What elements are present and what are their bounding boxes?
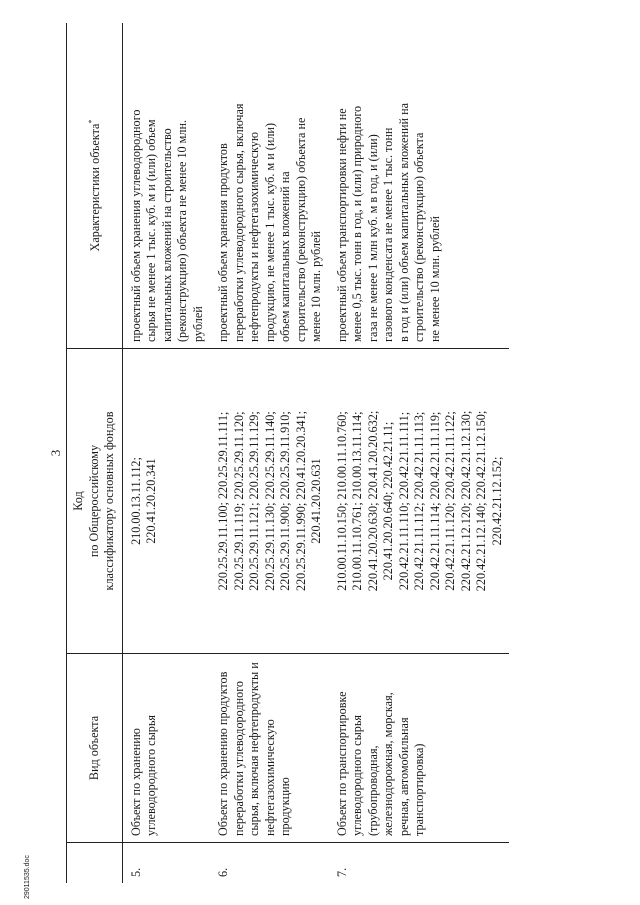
okof-code-line: 220.42.21.11.114; 220.42.21.11.119; [427,411,442,591]
object-type-line: углеводородного сырья [350,714,364,836]
characteristics-cell [329,23,510,349]
okof-code-cell [329,349,510,654]
okof-code-cell [210,349,329,654]
okof-code-line: 220.41.20.20.640; 220.42.21.11; [381,421,395,581]
okof-code-cell [122,349,210,654]
table-row [122,23,210,883]
characteristics-line: проектный объем хранения углеводородного [128,109,143,342]
characteristics-cell [210,23,329,349]
okof-code-line: 210.00.11.10.150; 210.00.11.10.760; [334,411,349,591]
okof-code-line: 220.41.20.20.341 [144,458,158,544]
characteristics-line: рублей [190,306,205,342]
characteristics-line: менее 0,5 тыс. тонн в год, и (или) природного [350,105,364,342]
characteristics-line: проектный объем хранения продуктов [216,143,230,342]
header-code-line: классификатору основных фондов [102,411,116,591]
okof-code-line: 220.42.21.12.140; 220.42.21.12.150; [474,410,488,592]
header-number-cell [67,843,123,884]
object-type-line: Объект по хранению продуктов [216,671,230,836]
characteristics-line: проектный объем транспортировки нефти не [334,108,349,342]
okof-code-line: 220.42.21.11.110; 220.42.21.11.111; [396,411,411,591]
characteristics-line: в год и (или) объем капитальных вложений на [396,103,411,342]
characteristics-line: объем капитальных вложений на [278,171,292,342]
header-code-line: по Общероссийскому [86,444,101,558]
page-number: 3 [48,449,63,457]
row-number: 6. [216,867,230,877]
header-characteristics-text: Характеристики объекта [88,123,103,252]
characteristics-line: капитальных вложений на строительство [159,128,174,342]
object-type-cell [210,654,329,843]
object-type-line: продукцию [278,777,292,836]
characteristics-line: сырья не менее 1 тыс. куб. м и (или) объем [144,119,158,342]
characteristics-line: переработки углеводородного сырья, включая [231,103,246,342]
object-type-cell [329,654,510,843]
header-okof-code [67,349,123,654]
characteristics-line: менее 10 млн. рублей [309,231,323,342]
object-type-line: переработки углеводородного [231,680,246,836]
okof-code-line: 220.42.21.12.152; [489,456,504,546]
object-type-line: железнодорожная, морская, [381,692,395,836]
object-type-cell [122,654,210,843]
characteristics-line: нефтепродукты и нефтегазохимическую [247,132,261,342]
object-type-line: углеводородного сырья [144,714,158,836]
rotated-page [48,23,570,883]
header-characteristics [67,23,123,349]
okof-code-line: 210.00.11.10.761; 210.00.13.11.114; [350,411,364,591]
row-number: 7. [334,867,349,877]
object-type-line: Объект по хранению [128,728,143,836]
characteristics-line: газа не менее 1 млн куб. м в год, и (или) [365,134,380,342]
footnote-mark: * [87,119,97,124]
okof-code-line: 220.41.20.20.630; 220.41.20.20.632; [365,410,380,592]
table-header-row [67,23,123,883]
okof-code-line: 220.25.29.11.130; 220.25.29.11.140; [262,411,277,591]
okof-code-line: 220.25.29.11.100; 220.25.29.11.111; [216,411,230,591]
okof-code-line: 220.42.21.11.120; 220.42.21.11.122; [443,411,457,591]
okof-code-line: 220.41.20.20.631 [309,458,323,544]
characteristics-line: строительство (реконструкцию) объекта [412,132,426,342]
object-type-line: речная, автомобильная [396,717,411,836]
object-type-line: (трубопроводная, [365,745,380,836]
okof-code-line: 210.00.13.11.112; [128,457,143,545]
okof-code-line: 220.25.29.11.900; 220.25.29.11.910; [278,411,292,591]
object-type-line: сырья, включая нефтепродукты и [247,662,261,836]
characteristics-cell [122,23,210,349]
header-code-line: Код [71,491,85,511]
object-type-line: Объект по транспортировке [334,691,349,836]
okof-code-line: 220.25.29.11.121; 220.25.29.11.129; [247,411,261,591]
characteristics-line: строительство (реконструкцию) объекта не [293,117,308,342]
table-row [329,23,510,883]
okof-code-line: 220.25.29.11.119; 220.25.29.11.120; [231,411,246,591]
row-number: 5. [128,867,143,877]
okof-code-line: 220.42.21.11.112; 220.42.21.11.113; [412,411,426,591]
characteristics-line: не менее 10 млн. рублей [427,216,442,342]
object-type-line: транспортировка) [412,743,426,836]
okof-code-line: 220.25.29.11.990; 220.41.20.20.341; [293,411,308,591]
object-type-line: нефтегазохимическую [262,719,277,836]
characteristics-line: продукцию, не менее 1 тыс. куб. м и (или) [262,122,277,342]
okof-code-line: 220.42.21.12.120; 220.42.21.12.130; [458,410,473,592]
objects-table [66,23,509,883]
characteristics-line: (реконструкцию) объекта не менее 10 млн. [175,119,189,342]
table-row [210,23,329,883]
characteristics-line: газового конденсата не менее 1 тыс. тонн [381,127,395,342]
document-file-code: 29011535.doc [24,855,31,899]
header-object-type: Вид объекта [67,654,123,843]
